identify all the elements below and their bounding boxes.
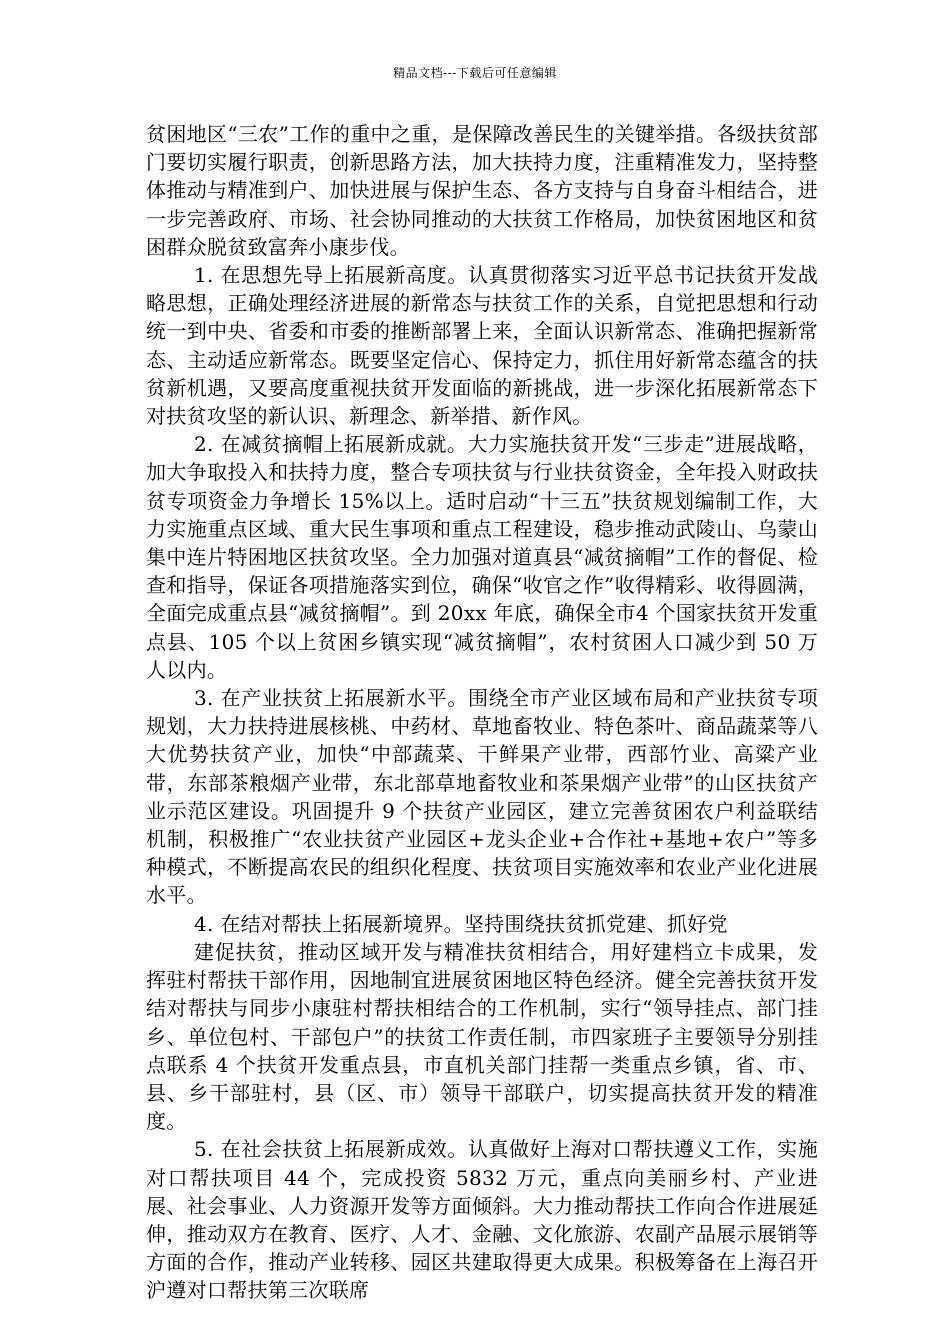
paragraph-item-4-body: 建促扶贫，推动区域开发与精准扶贫相结合，用好建档立卡成果，发挥驻村帮扶干部作用，因地制宜进展贫困地区特色经济。健全完善扶贫开发结对帮扶与同步小康驻村帮扶相结合的工作机制，实行“领导挂点、部门挂乡、单位包村、干部包户”的扶贫工作责任制，市四家班子主要领导分别挂点联系 4 个扶贫开发重点县，市直机关部门挂帮一类重点乡镇，省、市、县、乡干部驻村，县（区、市）领导干部联户，切实提高扶贫开发的精准度。 xyxy=(146,939,818,1134)
paragraph-intro: 贫困地区“三农”工作的重中之重，是保障改善民生的关键举措。各级扶贫部门要切实履行职责，创新思路方法，加大扶持力度，注重精准发力，坚持整体推动与精准到户、加快进展与保护生态、各方支持与自身奋斗相结合，进一步完善政府、市场、社会协同推动的大扶贫工作格局，加快贫困地区和贫困群众脱贫致富奔小康步伐。 xyxy=(146,122,818,259)
document-body xyxy=(146,120,818,1305)
paragraph-item-3: 3. 在产业扶贫上拓展新水平。围绕全市产业区域布局和产业扶贫专项规划，大力扶持进展核桃、中药材、草地畜牧业、特色茶叶、商品蔬菜等八大优势扶贫产业，加快“中部蔬菜、干鲜果产业带，西部竹业、高粱产业带，东部茶粮烟产业带，东北部草地畜牧业和茶果烟产业带”的山区扶贫产业示范区建设。巩固提升 9 个扶贫产业园区，建立完善贫困农户利益联结机制，积极推广“农业扶贫产业园区+龙头企业+合作社+基地+农户”等多种模式，不断提高农民的组织化程度、扶贫项目实施效率和农业产业化进展水平。 xyxy=(146,686,818,908)
page-header: 精品文档---下载后可任意编辑 xyxy=(393,66,557,80)
paragraph-item-4-head: 4. 在结对帮扶上拓展新境界。坚持围绕扶贫抓党建、抓好党 xyxy=(194,911,728,936)
paragraph-item-2: 2. 在减贫摘帽上拓展新成就。大力实施扶贫开发“三步走”进展战略，加大争取投入和扶持力度，整合专项扶贫与行业扶贫资金，全年投入财政扶贫专项资金力争增长 15%以上。适时启动“十三五”扶贫规划编制工作，大力实施重点区域、重大民生事项和重点工程建设，稳步推动武陵山、乌蒙山集中连片特困地区扶贫攻坚。全力加强对道真县“减贫摘帽”工作的督促、检查和指导，保证各项措施落实到位，确保“收官之作”收得精彩、收得圆满，全面完成重点县“减贫摘帽”。到 20xx 年底，确保全市4 个国家扶贫开发重点县、105 个以上贫困乡镇实现“减贫摘帽”，农村贫困人口减少到 50 万人以内。 xyxy=(146,432,818,682)
paragraph-item-5: 5. 在社会扶贫上拓展新成效。认真做好上海对口帮扶遵义工作，实施对口帮扶项目 44 个，完成投资 5832 万元，重点向美丽乡村、产业进展、社会事业、人力资源开发等方面倾斜。大力推动帮扶工作向合作进展延伸，推动双方在教育、医疗、人才、金融、文化旅游、农副产品展示展销等方面的合作，推动产业转移、园区共建取得更大成果。积极筹备在上海召开沪遵对口帮扶第三次联席 xyxy=(146,1137,818,1303)
paragraph-item-1: 1. 在思想先导上拓展新高度。认真贯彻落实习近平总书记扶贫开发战略思想，正确处理经济进展的新常态与扶贫工作的关系，自觉把思想和行动统一到中央、省委和市委的推断部署上来，全面认识新常态、准确把握新常态、主动适应新常态。既要坚定信心、保持定力，抓住用好新常态蕴含的扶贫新机遇，又要高度重视扶贫开发面临的新挑战，进一步深化拓展新常态下对扶贫攻坚的新认识、新理念、新举措、新作风。 xyxy=(146,263,818,429)
